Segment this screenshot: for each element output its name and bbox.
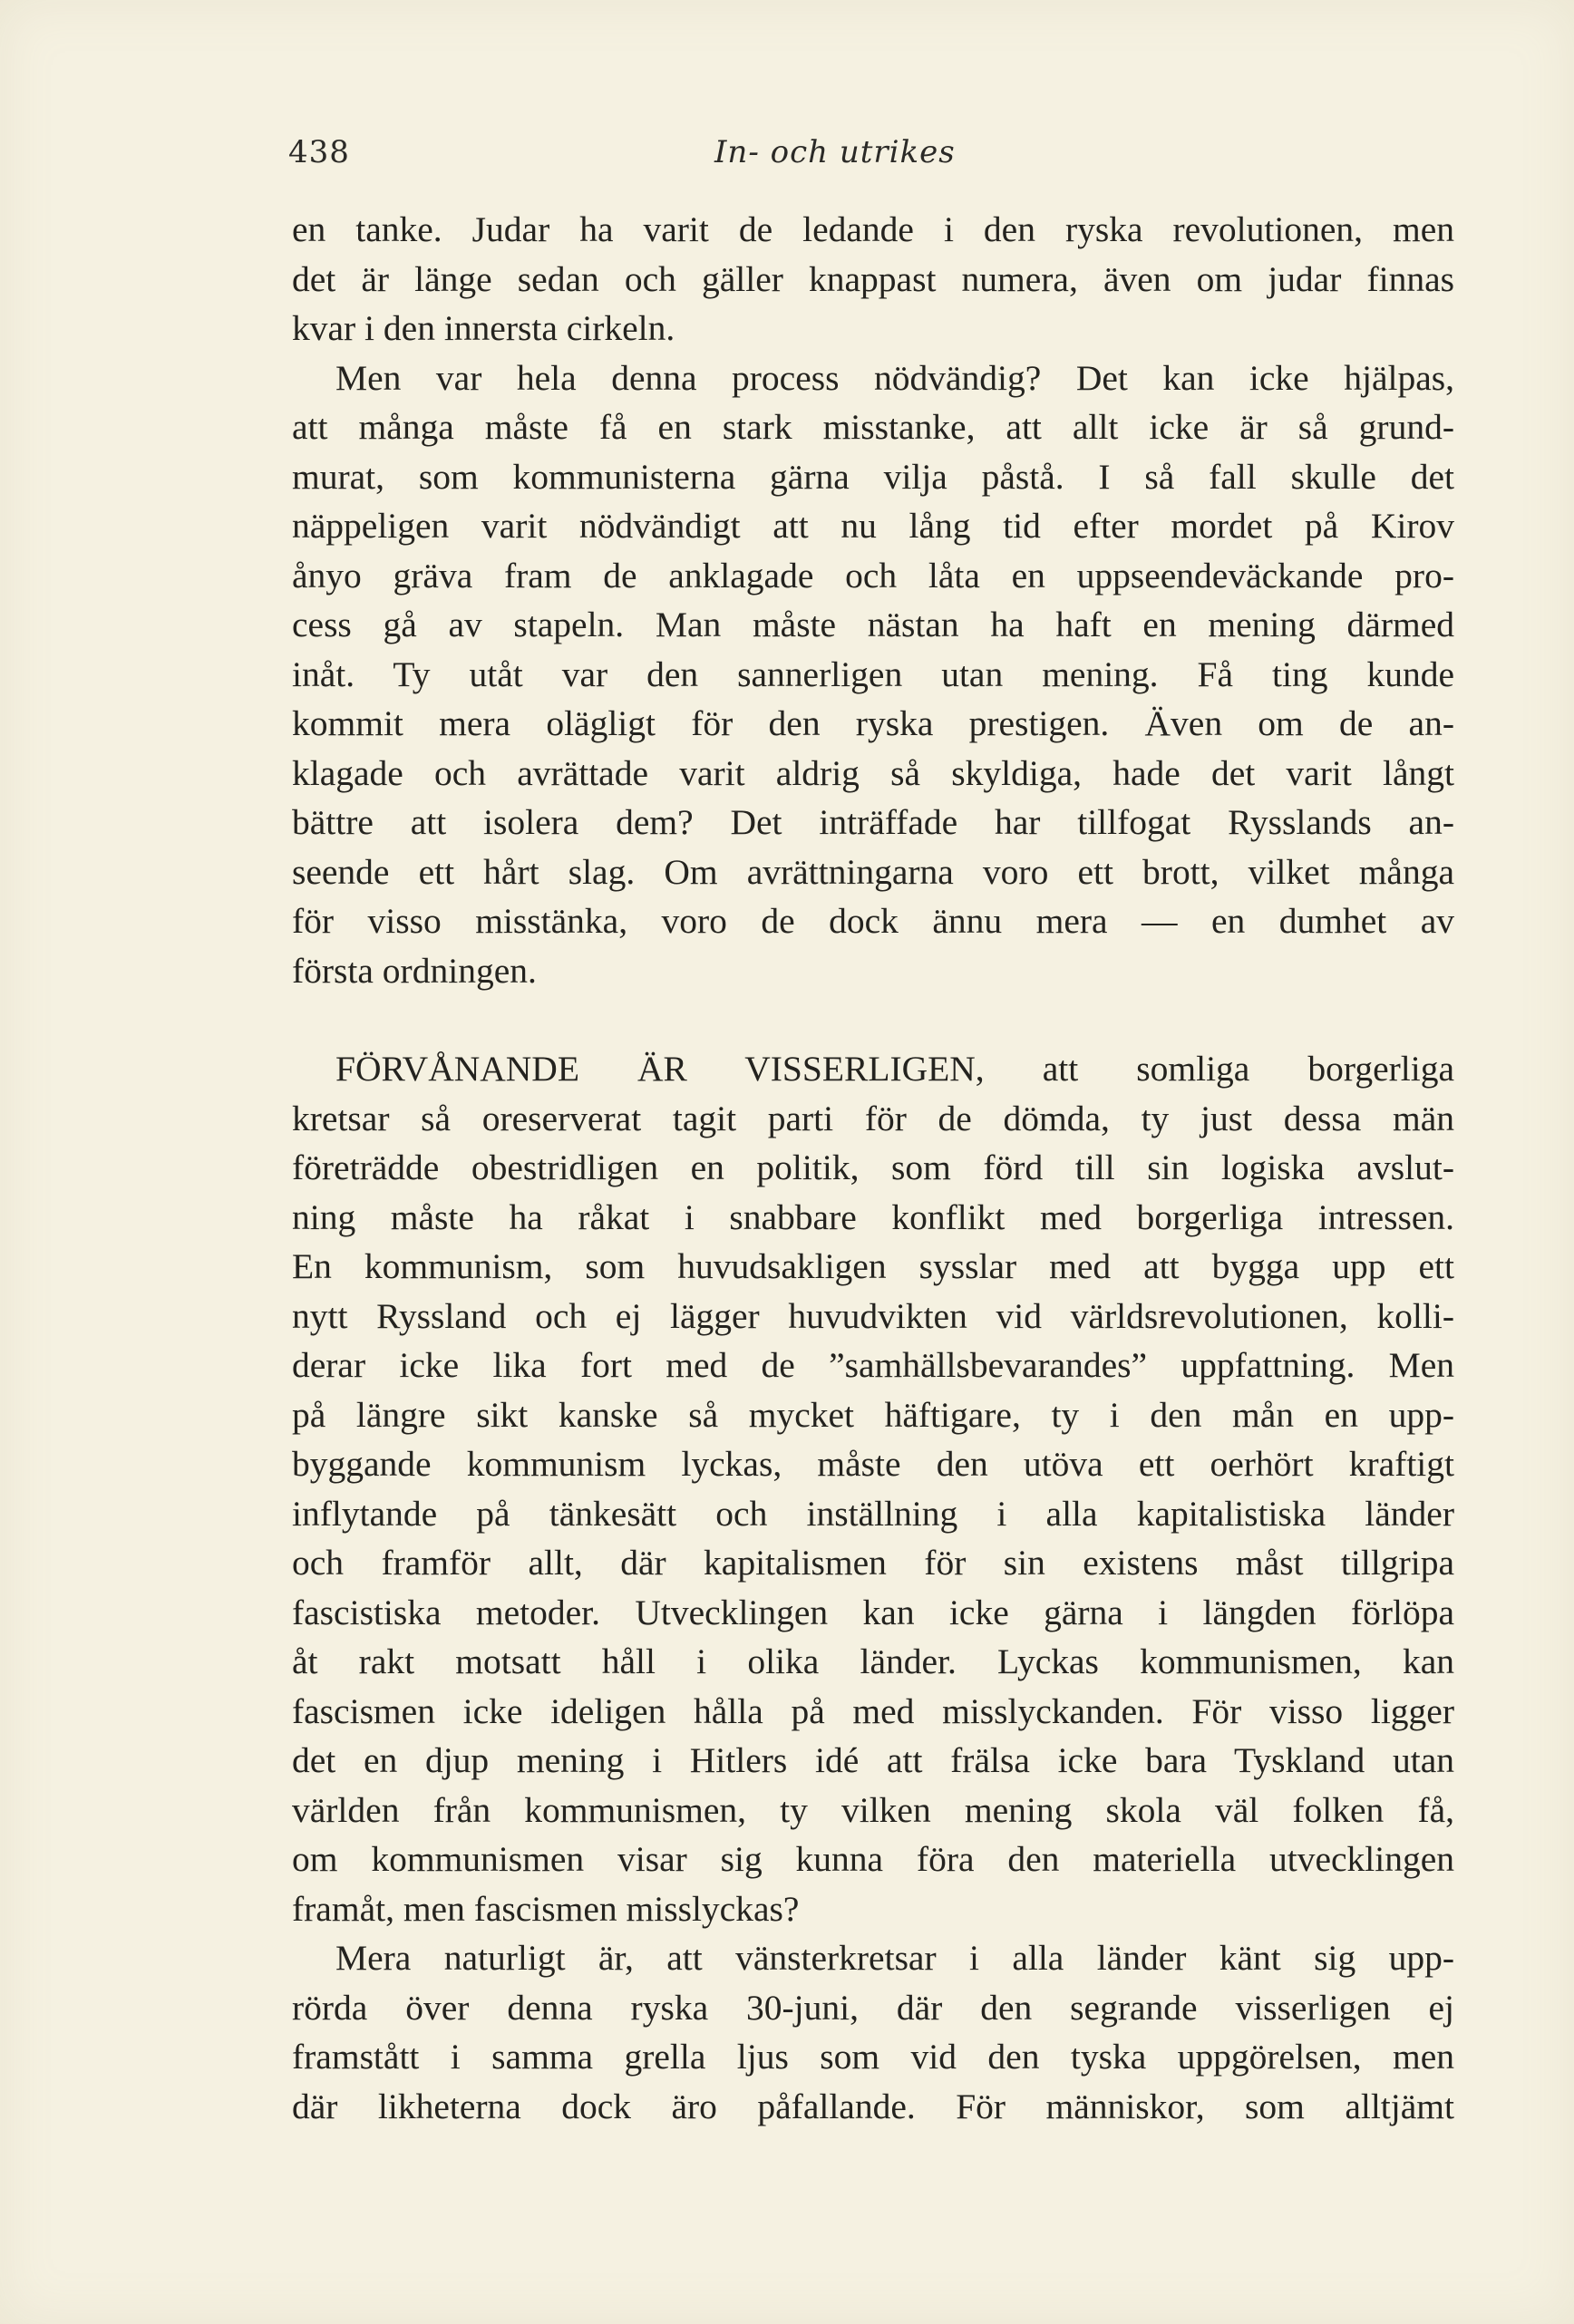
text-line: Mera naturligt är, att vänsterkretsar i alla länder känt sig upp- (335, 1938, 1454, 1978)
text-line: fascistiska metoder. Utvecklingen kan icke gärna i längden förlöpa (292, 1592, 1454, 1632)
text-line: företrädde obestridligen en politik, som förd till sin logiska avslut- (292, 1147, 1454, 1187)
text-line: om kommunismen visar sig kunna föra den materiella utvecklingen (292, 1839, 1454, 1879)
text-line: seende ett hårt slag. Om avrättningarna voro ett brott, vilket många (292, 851, 1454, 892)
page-header (288, 134, 1458, 179)
text-line: En kommunism, som huvudsakligen sysslar med att bygga upp ett (292, 1246, 1454, 1286)
text-line: det är länge sedan och gäller knappast numera, även om judar finnas (292, 258, 1454, 299)
text-line: cess gå av stapeln. Man måste nästan ha haft en mening därmed (292, 605, 1454, 644)
text-line: murat, som kommunisterna gärna vilja påstå. I så fall skulle det (292, 456, 1454, 497)
text-line: ånyo gräva fram de anklagade och låta en uppseendeväckande pro- (292, 555, 1454, 596)
text-line: världen från kommunismen, ty vilken mening skola väl folken få, (292, 1789, 1454, 1830)
paragraph-gap (292, 995, 1454, 1044)
text-line: framstått i samma grella ljus som vid den tyska uppgörelsen, men (292, 2037, 1454, 2077)
text-line: det en djup mening i Hitlers idé att frälsa icke bara Tyskland utan (292, 1740, 1454, 1780)
text-line: där likheterna dock äro påfallande. För människor, som alltjämt (292, 2086, 1454, 2126)
text-line: FÖRVÅNANDE ÄR VISSERLIGEN, att somliga borgerliga (335, 1049, 1454, 1089)
text-line: att många måste få en stark misstanke, att allt icke är så grund- (292, 407, 1454, 447)
text-line: kommit mera olägligt för den ryska prestigen. Även om de an- (292, 703, 1454, 743)
running-head: In- och utrikes (714, 134, 956, 170)
text-line: derar icke lika fort med de ”samhällsbevarandes” uppfattning. Men (292, 1345, 1454, 1385)
text-line: en tanke. Judar ha varit de ledande i den ryska revolutionen, men (292, 209, 1454, 249)
text-line: bättre att isolera dem? Det inträffade har tillfogat Rysslands an- (292, 802, 1454, 842)
page-number: 438 (288, 134, 350, 170)
text-line: inflytande på tänkesätt och inställning i alla kapitalistiska länder (292, 1493, 1454, 1534)
text-line: klagade och avrättade varit aldrig så skyldiga, hade det varit långt (292, 752, 1454, 793)
text-line: kretsar så oreserverat tagit parti för de dömda, ty just dessa män (292, 1098, 1454, 1138)
text-line: näppeligen varit nödvändigt att nu lång tid efter mordet på Kirov (292, 506, 1454, 546)
text-line: Men var hela denna process nödvändig? Det kan icke hjälpas, (335, 357, 1454, 398)
text-line: för visso misstänka, voro de dock ännu mera — en dumhet av (292, 901, 1454, 941)
text-line: åt rakt motsatt håll i olika länder. Lyckas kommunismen, kan (292, 1641, 1454, 1681)
text-line: och framför allt, där kapitalismen för sin existens måst tillgripa (292, 1543, 1454, 1583)
text-line: framåt, men fascismen misslyckas? (292, 1888, 800, 1929)
body-text (292, 205, 1454, 2131)
text-line: kvar i den innersta cirkeln. (292, 308, 675, 348)
text-line: första ordningen. (292, 950, 537, 991)
text-line: inåt. Ty utåt var den sannerligen utan mening. Få ting kunde (292, 654, 1454, 694)
text-line: ning måste ha råkat i snabbare konflikt med borgerliga intressen. (292, 1196, 1454, 1237)
text-line: nytt Ryssland och ej lägger huvudvikten vid världsrevolutionen, kolli- (292, 1295, 1454, 1336)
text-line: på längre sikt kanske så mycket häftigare, ty i den mån en upp- (292, 1394, 1454, 1435)
text-line: fascismen icke ideligen hålla på med misslyckanden. För visso ligger (292, 1690, 1454, 1731)
text-line: byggande kommunism lyckas, måste den utöva ett oerhört kraftigt (292, 1444, 1454, 1484)
text-line: rörda över denna ryska 30-juni, där den segrande visserligen ej (292, 1987, 1454, 2028)
